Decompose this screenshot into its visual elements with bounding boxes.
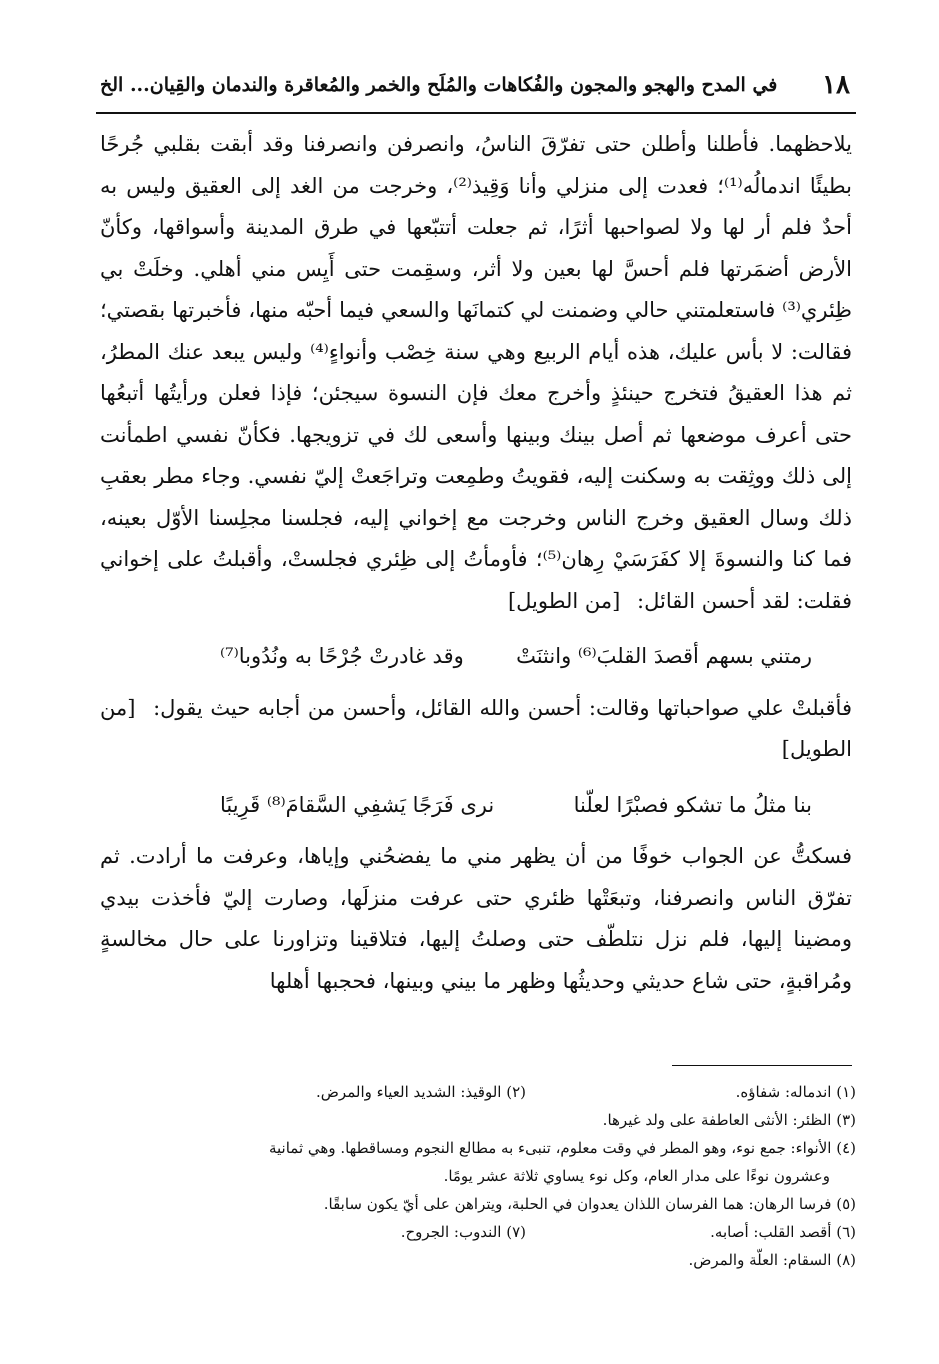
footnote-row	[104, 1106, 856, 1134]
main-text	[100, 124, 852, 1002]
footnote-8: (٨) السقام: العلّة والمرض.	[688, 1251, 856, 1269]
paragraph-text: فسكتُّ عن الجواب خوفًا من أن يظهر مني ما يفضحُني وإياها، وعرفت ما أرادت. ثم تفرّق الناس وانصرفنا، وتبعَتْها ظئري حتى عرفت منزلَها، وصارت إليّ فأخذت بيدي ومضينا إليها، فلم نزل نتلطّف حتى وصلتُ إليها، فتلاقينا وتزاورنا على حال مخالسةٍ ومُراقبةٍ، حتى شاع حديثي وحديثُها وظهر ما بيني وبينها، فحجبها أهلها	[100, 844, 852, 993]
footnote-3: (٣) الظئر: الأنثى العاطفة على ولد غيرها.	[602, 1111, 856, 1129]
page-header	[96, 66, 856, 114]
footnote-4-continuation: وعشرون نوءًا على مدار العام، وكل نوء يساوي ثلاثة عشر يومًا.	[443, 1167, 830, 1185]
footnote-2: (٢) الوقيذ: الشديد العياء والمرض.	[316, 1083, 526, 1101]
paragraph	[100, 688, 852, 771]
meter-label: [من الطويل]	[100, 695, 852, 761]
footnote-row	[104, 1078, 856, 1106]
verse-hemistich-first: رمتني بسهم أقصدَ القلبَ⁽⁶⁾ وانثنَتْ	[516, 644, 812, 668]
footnote-divider	[672, 1065, 852, 1066]
verse-hemistich-first: بنا مثلُ ما تشكو فصبْرًا لعلّنا	[573, 792, 812, 817]
verse-line	[100, 785, 852, 827]
paragraph-text: يلاحظهما. فأطلنا وأطلن حتى تفرّقَ الناسُ، وانصرفن وانصرفنا وقد أبقت بقلبي جُرحًا بطيئًا اندمالُه⁽¹⁾؛ فعدت إلى منزلي وأنا وَقِيذ⁽²⁾، وخرجت من الغد إلى العقيق وليس به أحدٌ فلم أر لها ولا لصواحبها أثرًا، ثم جعلت أتتبّعها في طرق المدينة وأسواقها، وكأنّ الأرض أضمَرتها فلم أحسَّ لها بعين ولا أثر، وسقِمت حتى أَيِس مني أهلي. وخلَتْ بي ظِئري⁽³⁾ فاستعلمتني حالي وضمنت لي كتمانَها والسعي فيما أحبّه منها، فأخبرتها بقصتي؛ فقالت: لا بأس عليك، هذه أيام الربيع وهي سنة خِصْب وأنواءٍ⁽⁴⁾ وليس يبعد عنك المطرُ، ثم هذا العقيقُ فتخرج حينئذٍ وأخرج معك فإن النسوة سيجئن؛ فإذا فعلن ورأيتُها أتبعُها حتى أعرف موضعها ثم أصل بينك وبينها وأسعى لك في تزويجها. فكأنّ نفسي اطمأنت إلى ذلك ووثِقت به وسكنت إليه، فقويتُ وطمِعت وتراجَعتْ إليّ نفسي. وجاء مطر بعقبِ ذلك وسال العقيق وخرج الناس وخرجت مع إخواني إليه، فجلسنا مجلِسنا الأوّل بعينه، فما كنا والنسوةَ إلا كفَرَسَيْ رِهان⁽⁵⁾؛ فأومأتُ إلى ظِئري فجلستْ، وأقبلتُ على إخواني فقلت: لقد أحسن القائل:	[100, 132, 853, 613]
footnote-5: (٥) فرسا الرهان: هما الفرسان اللذان يعدوان في الحلبة، ويتراهن على أيّ يكون سابقًا.	[323, 1195, 856, 1213]
running-title: في المدح والهجو والمجون والفُكاهات والمُلَح والخمر والمُعاقرة والندمان والقِيان... الخ	[100, 74, 778, 96]
meter-label: [من الطويل]	[507, 588, 621, 613]
footnotes	[104, 1078, 856, 1274]
paragraph	[100, 836, 852, 1002]
footnote-1: (١) اندماله: شفاؤه.	[735, 1083, 856, 1101]
footnote-row	[104, 1218, 856, 1246]
footnote-row	[104, 1246, 856, 1274]
footnote-4-line: (٤) الأنواء: جمع نوء، وهو المطر في وقت معلوم، تنبىء به مطالع النجوم ومساقطها. وهي ثمانية	[268, 1139, 856, 1157]
page-number: ١٨	[822, 70, 850, 100]
verse-line	[100, 636, 852, 678]
paragraph	[100, 124, 852, 622]
footnote-4	[104, 1134, 856, 1190]
footnote-row	[104, 1190, 856, 1218]
verse-hemistich-second: وقد غادرتْ جُرْحًا به ونُدُوبا⁽⁷⁾	[220, 644, 464, 668]
footnote-6: (٦) أقصد القلب: أصابه.	[710, 1223, 856, 1241]
verse-hemistich-second: نرى فَرَجًا يَشفِي السَّقامَ⁽⁸⁾ قَرِيبًا	[220, 792, 495, 817]
paragraph-text: فأقبلتْ علي صواحباتها وقالت: أحسن والله القائل، وأحسن من أجابه حيث يقول:	[153, 695, 852, 720]
footnote-7: (٧) الندوب: الجروح.	[400, 1223, 526, 1241]
